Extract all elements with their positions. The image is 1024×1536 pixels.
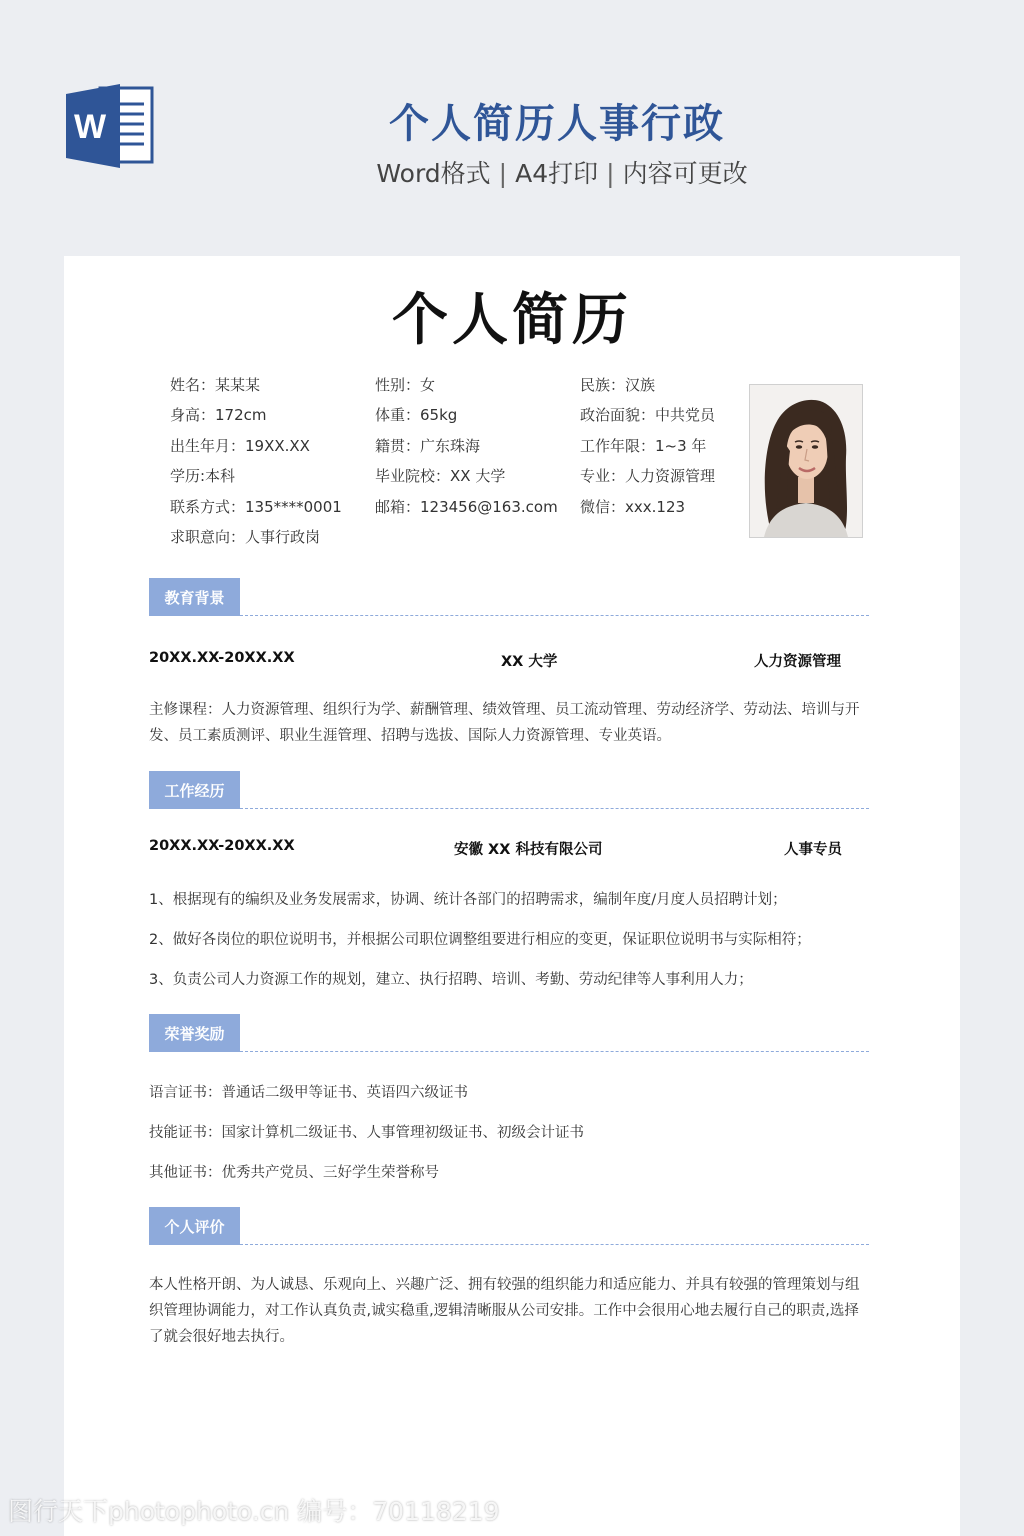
banner-title: 个人简历人事行政 [389,101,725,147]
info-row [170,496,750,526]
info-row [170,374,750,404]
education-entry [149,650,849,672]
work-company: 安徽 XX 科技有限公司 [454,842,603,858]
work-entry [149,838,849,860]
info-political-status: 政治面貌：中共党员 [580,406,716,425]
section-honors-title: 荣誉奖励 [149,1014,240,1052]
info-name: 姓名：某某某 [170,376,261,394]
watermark: 图行天下photophoto.cn 编号：70118219 [8,1497,500,1526]
info-row [170,404,750,434]
info-row [170,435,750,465]
section-evaluation-title: 个人评价 [149,1207,240,1245]
info-gender: 性别：女 [375,376,436,394]
section-work-title: 工作经历 [149,771,240,809]
honor-item: 语言证书：普通话二级甲等证书、英语四六级证书 [149,1085,468,1101]
section-evaluation [149,1207,869,1247]
profile-photo [749,384,863,538]
info-phone: 联系方式：135****0001 [170,497,342,516]
work-position: 人事专员 [784,842,842,858]
info-wechat: 微信：xxx.123 [580,497,686,516]
evaluation-text: 本人性格开朗、为人诚恳、乐观向上、兴趣广泛、拥有较强的组织能力和适应能力、并具有较强的管理策划与组织管理协调能力，对工作认真负责,诚实稳重,逻辑清晰服从公司安排。工作中会很用心地去履行自己的职责,选择了就会很好地去执行。 [149,1277,860,1345]
resume-paper [64,256,960,1536]
resume-title: 个人简历 [392,288,632,353]
info-row [170,465,750,495]
banner-sub-print: A4打印 [515,159,599,188]
info-major: 专业：人力资源管理 [580,467,716,486]
banner-sub-editable: 内容可更改 [622,159,748,188]
section-divider [240,1051,869,1052]
info-weight: 体重：65kg [375,406,458,425]
education-date: 20XX.XX-20XX.XX [149,650,295,666]
section-education-title: 教育背景 [149,578,240,616]
info-job-intention: 求职意向：人事行政岗 [170,527,321,546]
info-school: 毕业院校：XX 大学 [375,467,506,486]
work-duty: 1、根据现有的编织及业务发展需求，协调、统计各部门的招聘需求，编制年度/月度人员招聘计划； [149,892,787,908]
info-ethnicity: 民族：汉族 [580,376,656,394]
section-work [149,771,869,811]
section-honors [149,1014,869,1054]
info-hometown: 籍贯：广东珠海 [375,436,481,455]
info-height: 身高：172cm [170,406,267,425]
work-date: 20XX.XX-20XX.XX [149,838,295,854]
banner-sub-separator: | [498,159,508,188]
honor-item: 其他证书：优秀共产党员、三好学生荣誉称号 [149,1165,439,1181]
info-work-years: 工作年限：1~3 年 [580,436,707,455]
section-education [149,578,869,618]
info-email: 邮箱：123456@163.com [375,497,558,516]
work-duty: 2、做好各岗位的职位说明书，并根据公司职位调整组要进行相应的变更，保证职位说明书与实际相符； [149,932,811,948]
banner-sub-separator: | [606,159,615,188]
info-degree: 学历:本科 [170,467,236,486]
basic-info [170,374,750,556]
info-birth: 出生年月：19XX.XX [170,436,310,455]
work-duty: 3、负责公司人力资源工作的规划，建立、执行招聘、培训、考勤、劳动纪律等人事利用人力； [149,972,753,988]
info-row [170,526,750,556]
word-logo-letter: W [73,108,107,146]
banner-sub-format: Word格式 [376,159,491,188]
honor-item: 技能证书：国家计算机二级证书、人事管理初级证书、初级会计证书 [149,1125,584,1141]
section-divider [240,1244,869,1245]
banner-subtitle [0,154,1024,190]
education-courses: 主修课程：人力资源管理、组织行为学、薪酬管理、绩效管理、员工流动管理、劳动经济学、劳动法、培训与开发、员工素质测评、职业生涯管理、招聘与选拔、国际人力资源管理、专业英语。 [149,702,860,744]
education-major: 人力资源管理 [754,654,841,670]
section-divider [240,808,869,809]
section-divider [240,615,869,616]
education-school: XX 大学 [501,654,558,670]
